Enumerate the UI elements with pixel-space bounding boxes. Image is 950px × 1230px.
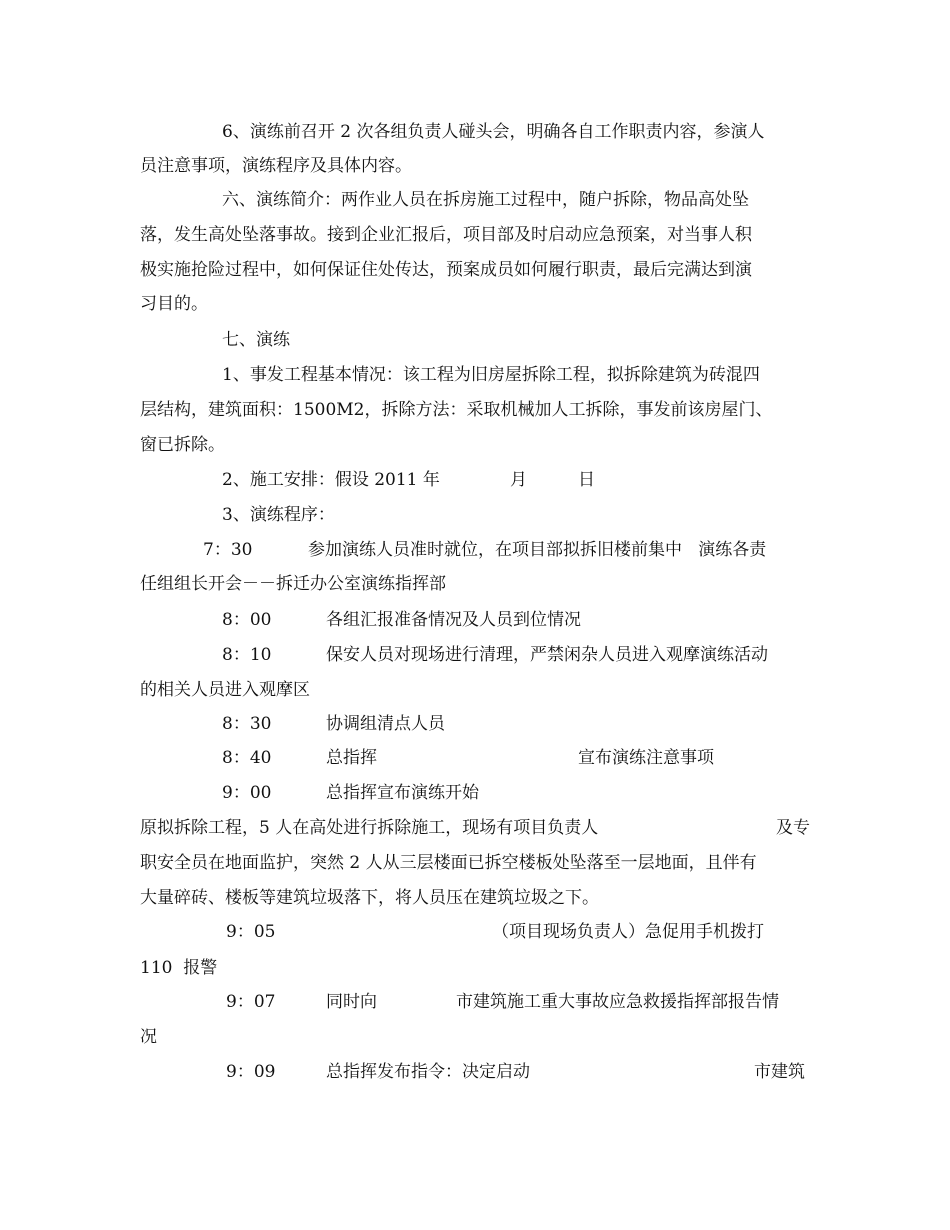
step-text: 协调组清点人员 (326, 714, 445, 734)
step-text: 总指挥发布指令：决定启动 (326, 1062, 530, 1082)
schedule-day: 日 (578, 470, 595, 490)
schedule-line: 2、施工安排：假设 2011 年 (222, 470, 440, 490)
step-text-secondary: 市建筑施工重大事故应急救援指挥部报告情 (456, 992, 779, 1012)
paragraph-line: 员注意事项，演练程序及具体内容。 (140, 156, 412, 176)
step-text: 总指挥 (326, 748, 377, 768)
step-time: 8：10 (222, 645, 272, 665)
step-time: 8：40 (222, 748, 272, 768)
step-time: 8：30 (222, 714, 272, 734)
step-text-secondary: 宣布演练注意事项 (578, 748, 714, 768)
paragraph-line: 极实施抢险过程中，如何保证住处传达，预案成员如何履行职责，最后完满达到演 (140, 260, 752, 280)
step-text-continued: 况 (140, 1027, 157, 1047)
step-time: 9：00 (222, 783, 272, 803)
step-text: 参加演练人员准时就位，在项目部拟拆旧楼前集中 演练各责 (308, 540, 767, 560)
paragraph-line: 落，发生高处坠落事故。接到企业汇报后，项目部及时启动应急预案，对当事人积 (140, 225, 752, 245)
step-text-continued: 110 报警 (140, 958, 218, 978)
step-text: 各组汇报准备情况及人员到位情况 (326, 610, 581, 630)
paragraph-line-end: 及专 (776, 818, 810, 838)
step-time: 9：07 (226, 992, 276, 1012)
step-time: 9：09 (226, 1062, 276, 1082)
paragraph-line: 大量碎砖、楼板等建筑垃圾落下，将人员压在建筑垃圾之下。 (140, 888, 599, 908)
paragraph-line: 窗已拆除。 (140, 435, 225, 455)
step-text: 同时向 (326, 992, 377, 1012)
step-time: 8：00 (222, 610, 272, 630)
paragraph-line: 6、演练前召开 2 次各组负责人碰头会，明确各自工作职责内容，参演人 (222, 122, 765, 142)
step-time: 7：30 (203, 540, 253, 560)
step-time: 9：05 (226, 922, 276, 942)
paragraph-line: 3、演练程序： (222, 505, 335, 525)
paragraph-line: 原拟拆除工程，5 人在高处进行拆除施工，现场有项目负责人 (140, 818, 599, 838)
step-text-continued: 的相关人员进入观摩区 (140, 680, 310, 700)
paragraph-line: 1、事发工程基本情况：该工程为旧房屋拆除工程，拟拆除建筑为砖混四 (222, 365, 760, 385)
section-heading: 七、演练 (222, 330, 290, 350)
paragraph-line: 六、演练简介：两作业人员在拆房施工过程中，随户拆除，物品高处坠 (222, 190, 749, 210)
step-text-continued: 任组组长开会－－拆迁办公室演练指挥部 (140, 574, 446, 594)
step-text: 保安人员对现场进行清理，严禁闲杂人员进入观摩演练活动 (326, 645, 768, 665)
schedule-month: 月 (510, 470, 527, 490)
step-text: （项目现场负责人）急促用手机拨打 (492, 922, 764, 942)
step-text-secondary: 市建筑 (754, 1062, 805, 1082)
paragraph-line: 习目的。 (140, 294, 208, 314)
step-text: 总指挥宣布演练开始 (326, 783, 479, 803)
paragraph-line: 职安全员在地面监护，突然 2 人从三层楼面已拆空楼板处坠落至一层地面，且伴有 (140, 853, 757, 873)
paragraph-line: 层结构，建筑面积：1500M2，拆除方法：采取机械加人工拆除，事发前该房屋门、 (140, 400, 773, 420)
